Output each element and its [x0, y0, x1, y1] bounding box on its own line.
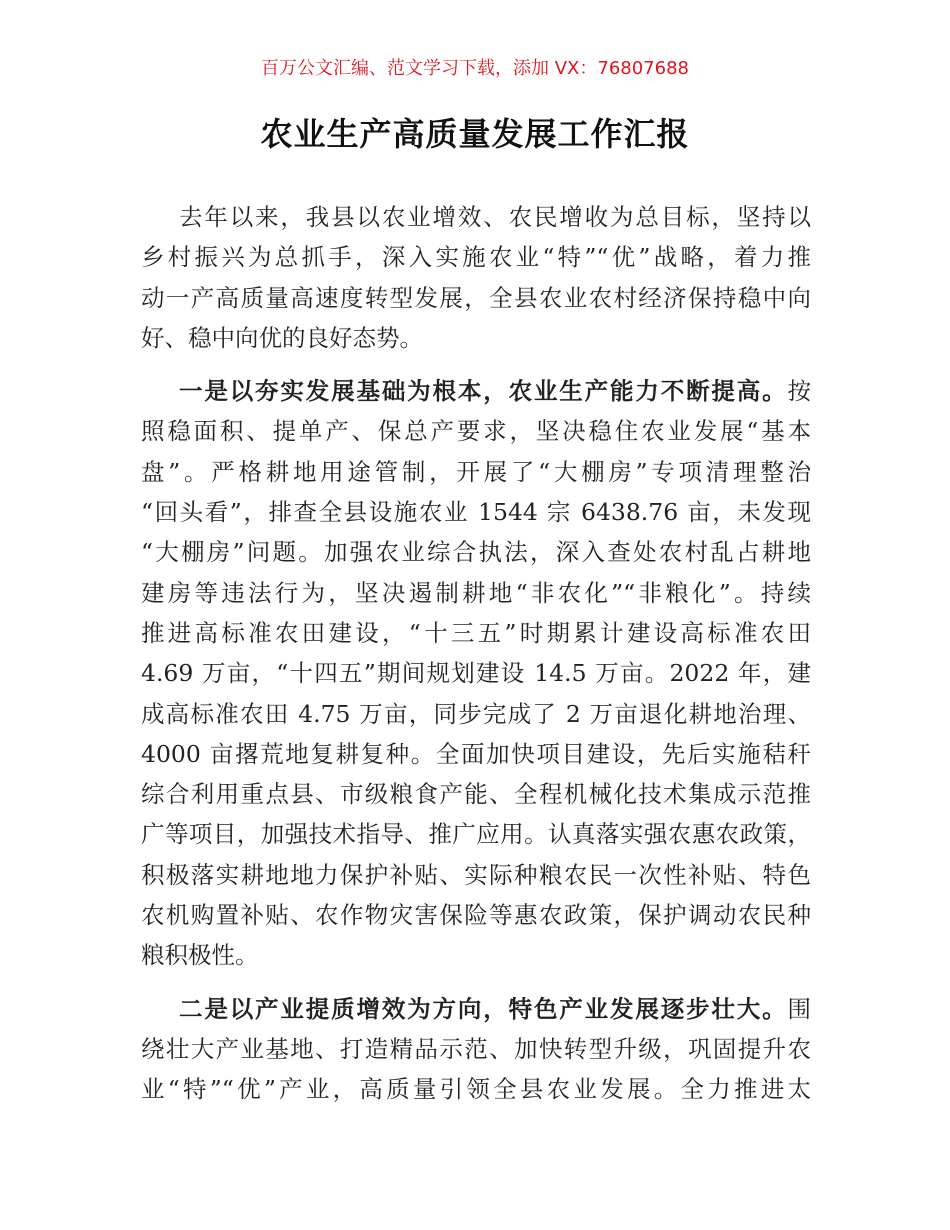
text-fragment: 围 [787, 994, 811, 1023]
text-line: 好、稳中向优的良好态势。 [141, 323, 423, 352]
text-line: “回头看”，排查全县设施农业 1544 宗 6438.76 亩，未发现 [141, 498, 811, 527]
text-line: “大棚房”问题。加强农业综合执法，深入查处农村乱占耕地 [141, 538, 811, 567]
text-line: 粮积极性。 [141, 941, 259, 970]
paragraph-intro [141, 197, 811, 358]
paragraph-section-1 [141, 371, 811, 975]
text-line: 农机购置补贴、农作物灾害保险等惠农政策，保护调动农民种 [141, 901, 811, 930]
document-title: 农业生产高质量发展工作汇报 [260, 115, 690, 153]
text-line: 去年以来，我县以农业增效、农民增收为总目标，坚持以 [179, 203, 811, 231]
text-line: 成高标准农田 4.75 万亩，同步完成了 2 万亩退化耕地治理、 [141, 699, 811, 728]
text-fragment: 按 [787, 377, 811, 406]
text-line: 盘”。严格耕地用途管制，开展了“大棚房”专项清理整治 [141, 457, 811, 486]
text-line: 4.69 万亩，“十四五”期间规划建设 14.5 万亩。2022 年，建 [141, 659, 811, 688]
text-line: 业“特”“优”产业，高质量引领全县农业发展。全力推进太 [141, 1075, 811, 1104]
watermark-banner: 百万公文汇编、范文学习下载，添加 VX：76807688 [261, 58, 689, 79]
text-line: 动一产高质量高速度转型发展，全县农业农村经济保持稳中向 [141, 283, 811, 312]
text-line: 建房等违法行为，坚决遏制耕地“非农化”“非粮化”。持续 [141, 578, 811, 607]
text-line: 绕壮大产业基地、打造精品示范、加快转型升级，巩固提升农 [141, 1034, 811, 1063]
text-line: 4000 亩撂荒地复耕复种。全面加快项目建设，先后实施秸秆 [141, 739, 811, 768]
text-line [141, 371, 811, 411]
text-line: 照稳面积、提单产、保总产要求，坚决稳住农业发展“基本 [141, 417, 811, 446]
text-line: 广等项目，加强技术指导、推广应用。认真落实强农惠农政策， [141, 820, 811, 849]
text-line: 乡村振兴为总抓手，深入实施农业“特”“优”战略，着力推 [141, 243, 811, 272]
text-line: 推进高标准农田建设，“十三五”时期累计建设高标准农田 [141, 618, 811, 647]
document-body [141, 197, 811, 1123]
text-line: 积极落实耕地地力保护补贴、实际种粮农民一次性补贴、特色 [141, 860, 811, 889]
paragraph-section-2 [141, 989, 811, 1110]
text-line: 综合利用重点县、市级粮食产能、全程机械化技术集成示范推 [141, 780, 811, 809]
text-line [141, 989, 811, 1029]
section-heading: 二是以产业提质增效为方向，特色产业发展逐步壮大。 [179, 994, 788, 1023]
section-heading: 一是以夯实发展基础为根本，农业生产能力不断提高。 [179, 377, 788, 406]
